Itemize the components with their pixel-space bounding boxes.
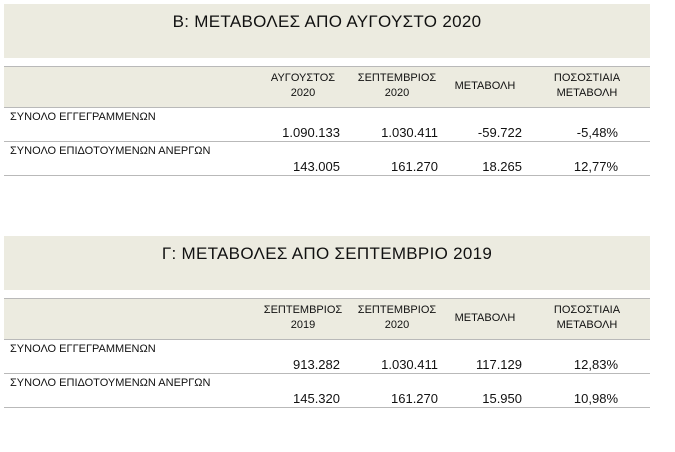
header-col-2 (354, 71, 440, 101)
section-title: Γ: ΜΕΤΑΒΟΛΕΣ ΑΠΟ ΣΕΠΤΕΜΒΡΙΟ 2019 (4, 236, 650, 290)
header-col-3: ΜΕΤΑΒΟΛΗ (454, 312, 516, 324)
cell-value: 18.265 (482, 159, 522, 174)
header-col-4-line-2: ΜΕΤΑΒΟΛΗ (556, 87, 618, 99)
section-b-changes-from-august-2020 (4, 4, 650, 176)
header-col-1 (260, 71, 346, 101)
header-col-3: ΜΕΤΑΒΟΛΗ (454, 80, 516, 92)
cell-value: 12,83% (573, 357, 618, 372)
cell-value: 1.090.133 (282, 125, 340, 140)
header-col-2-line-2: 2020 (384, 87, 410, 99)
header-col-2-line-1: ΣΕΠΤΕΜΒΡΙΟΣ (357, 72, 437, 84)
header-col-2-line-1: ΣΕΠΤΕΜΒΡΙΟΣ (357, 304, 437, 316)
header-col-1-line-2: 2019 (290, 319, 316, 331)
cell-value: -59.722 (477, 125, 522, 140)
cell-value: 12,77% (573, 159, 618, 174)
header-col-1-line-1: ΑΥΓΟΥΣΤΟΣ (270, 72, 336, 84)
header-col-4-line-1: ΠΟΣΟΣΤΙΑΙΑ (553, 72, 621, 84)
row-label: ΣΥΝΟΛΟ ΕΓΓΕΓΡΑΜΜΕΝΩΝ (10, 111, 156, 123)
cell-value: 1.030.411 (381, 125, 438, 140)
header-col-1-line-1: ΣΕΠΤΕΜΒΡΙΟΣ (263, 304, 343, 316)
table-row (4, 374, 650, 408)
header-col-2 (354, 303, 440, 333)
header-col-1 (260, 303, 346, 333)
cell-value: 10,98% (573, 391, 618, 406)
section-c-changes-from-september-2019 (4, 236, 650, 408)
row-label: ΣΥΝΟΛΟ ΕΠΙΔΟΤΟΥΜΕΝΩΝ ΑΝΕΡΓΩΝ (10, 377, 211, 389)
table-row (4, 108, 650, 142)
cell-value: 1.030.411 (381, 357, 438, 372)
header-col-4 (544, 303, 630, 333)
cell-value: 145.320 (293, 391, 340, 406)
table-row (4, 142, 650, 176)
row-label: ΣΥΝΟΛΟ ΕΓΓΕΓΡΑΜΜΕΝΩΝ (10, 343, 156, 355)
header-col-4-line-1: ΠΟΣΟΣΤΙΑΙΑ (553, 304, 621, 316)
table-header (4, 66, 650, 108)
row-label: ΣΥΝΟΛΟ ΕΠΙΔΟΤΟΥΜΕΝΩΝ ΑΝΕΡΓΩΝ (10, 145, 211, 157)
header-col-2-line-2: 2020 (384, 319, 410, 331)
cell-value: 913.282 (293, 357, 340, 372)
cell-value: 143.005 (293, 159, 340, 174)
table-row (4, 340, 650, 374)
cell-value: 15.950 (482, 391, 522, 406)
section-title: Β: ΜΕΤΑΒΟΛΕΣ ΑΠΟ ΑΥΓΟΥΣΤΟ 2020 (4, 4, 650, 58)
cell-value: 117.129 (475, 357, 522, 372)
header-col-4 (544, 71, 630, 101)
header-col-1-line-2: 2020 (290, 87, 316, 99)
header-col-4-line-2: ΜΕΤΑΒΟΛΗ (556, 319, 618, 331)
cell-value: 161.270 (391, 391, 438, 406)
cell-value: 161.270 (391, 159, 438, 174)
cell-value: -5,48% (576, 125, 618, 140)
table-header (4, 298, 650, 340)
